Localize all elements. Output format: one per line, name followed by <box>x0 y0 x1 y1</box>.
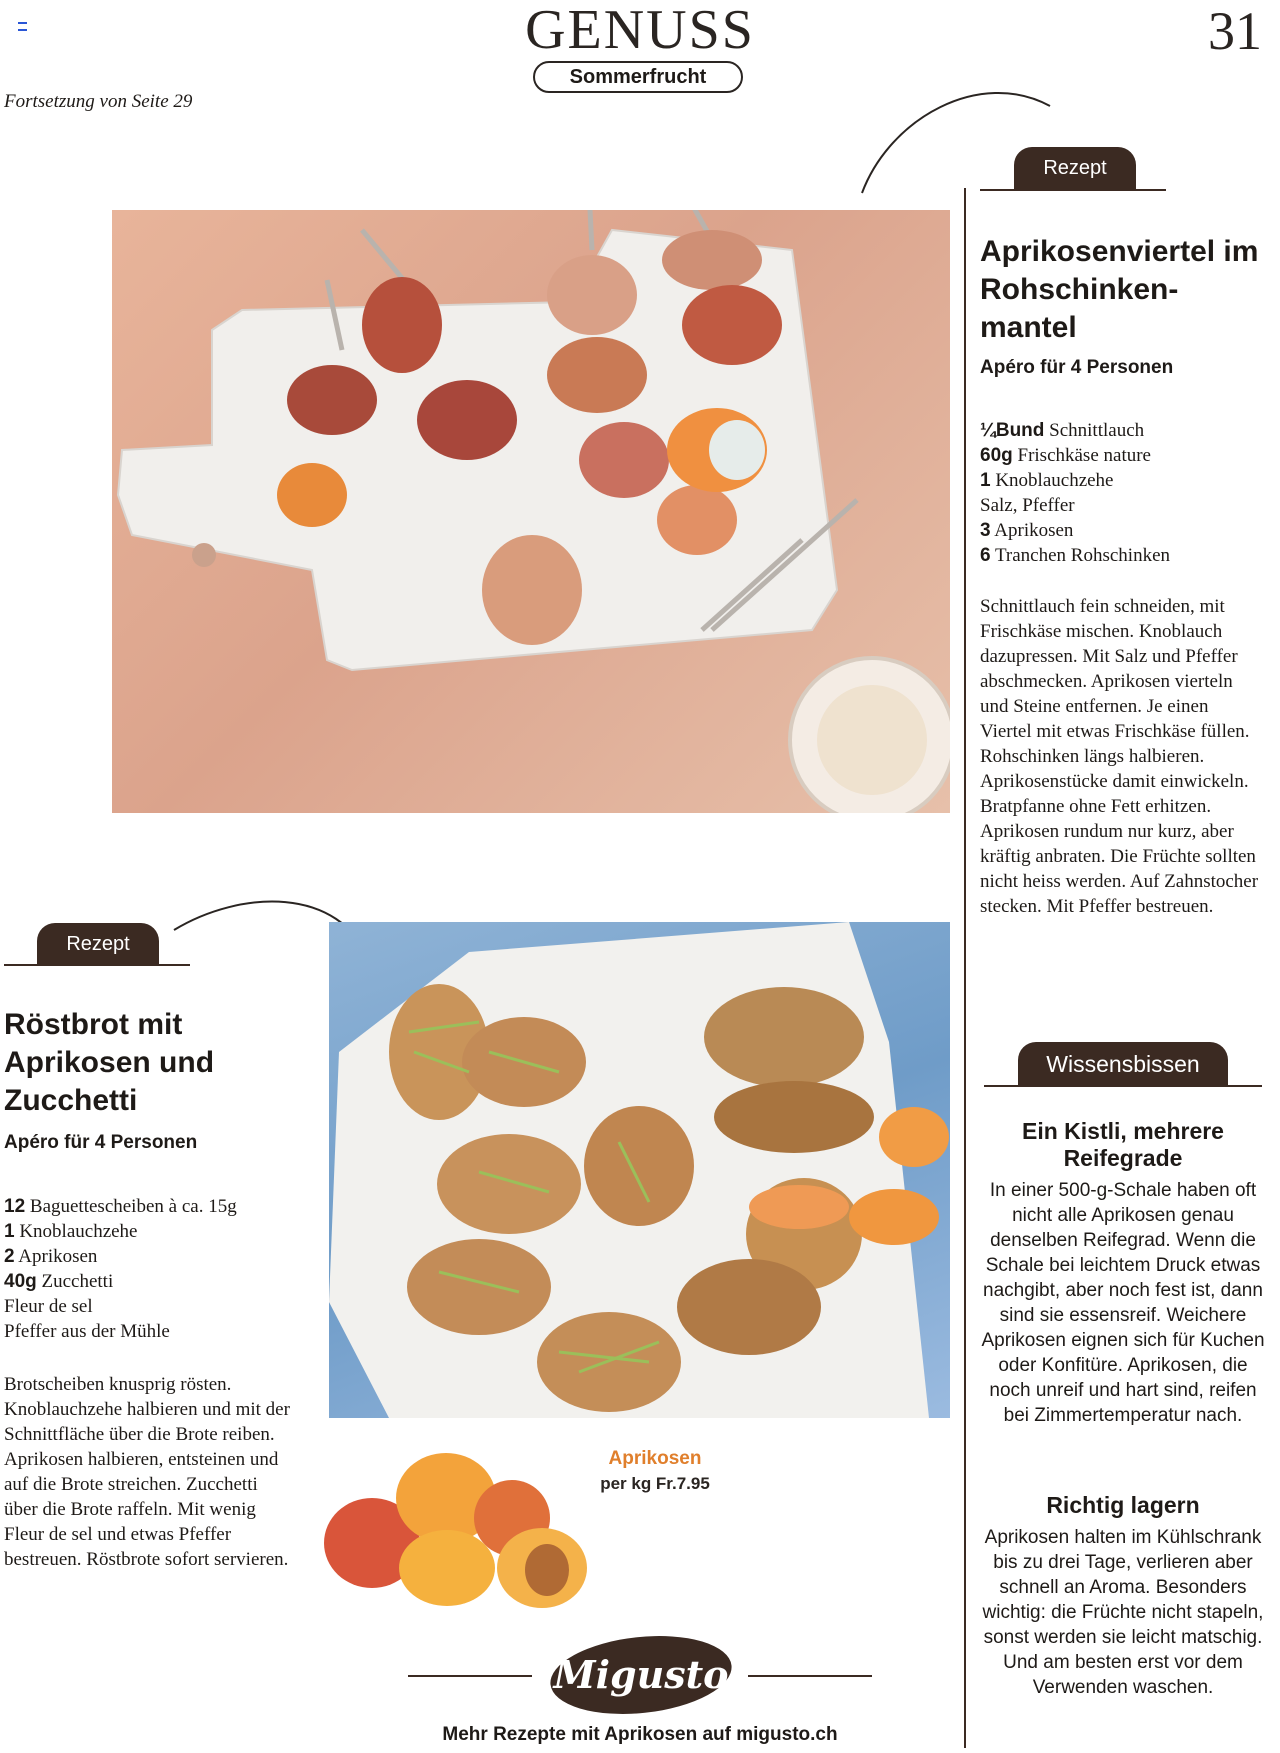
knowledge-text: Aprikosen halten im Kühlschrank bis zu drei Tage, verlieren aber schnell an Aroma. Besonders wichtig: die Früchte nicht stapeln, sonst werden sie leicht matschig. Und am besten erst vor dem Verwenden waschen. <box>982 1527 1264 1698</box>
ingredient-item: 1 Knoblauchzehe <box>4 1221 138 1242</box>
badge-rule <box>4 964 190 966</box>
recipe-title: Aprikosenviertel im Rohschinken-mantel <box>980 235 1259 344</box>
ingredient-item: Salz, Pfeffer <box>980 495 1075 516</box>
section-title: GENUSS <box>525 0 755 61</box>
recipe-servings: Apéro für 4 Personen <box>4 1132 198 1153</box>
ingredient-item: 6 Tranchen Rohschinken <box>980 545 1171 566</box>
recipe-badge: Rezept <box>37 923 159 965</box>
footer-cta[interactable]: Mehr Rezepte mit Aprikosen auf migusto.ch <box>442 1724 838 1745</box>
ingredient-item: 60g Frischkäse nature <box>980 445 1151 466</box>
price-value: per kg Fr.7.95 <box>600 1474 710 1493</box>
photo-apricot-ham-skewers <box>112 210 950 813</box>
badge-rule <box>984 1085 1262 1087</box>
photo-apricot-zucchini-toast <box>329 922 950 1418</box>
recipe-badge: Rezept <box>1014 147 1136 189</box>
topic-pill: Sommerfrucht <box>533 61 743 93</box>
knowledge-badge: Wissensbissen <box>1018 1042 1228 1086</box>
ingredient-item: ¼Bund Schnittlauch <box>980 420 1145 441</box>
recipe-servings: Apéro für 4 Personen <box>980 357 1174 378</box>
ingredient-item: 3 Aprikosen <box>980 520 1074 541</box>
knowledge-text: In einer 500-g-Schale haben oft nicht alle Aprikosen genau denselben Reifegrad. Wenn die Schale bei leichtem Druck etwas nachgibt, aber noch fest ist, dann sind sie essensreif. Weichere Aprikosen eignen sich für Kuchen oder Konfitüre. Aprikosen, die noch unreif und hart sind, reifen bei Zimmertemperatur nach. <box>981 1180 1265 1426</box>
footer-rule <box>748 1675 872 1677</box>
ingredient-item: 2 Aprikosen <box>4 1246 98 1267</box>
migusto-logo[interactable] <box>548 1634 734 1716</box>
ingredient-item: 1 Knoblauchzehe <box>980 470 1114 491</box>
ingredient-list <box>4 1194 304 1344</box>
ingredient-item: 40g Zucchetti <box>4 1271 114 1292</box>
ingredient-list <box>980 418 1270 568</box>
price-product: Aprikosen <box>608 1448 702 1469</box>
column-divider <box>964 188 966 1748</box>
recipe-method: Schnittlauch fein schneiden, mit Frischkäse mischen. Knoblauch dazupressen. Mit Salz und Pfeffer abschmecken. Aprikosen vierteln und Steine entfernen. Je einen Viertel mit etwas Frischkäse füllen. Rohschinken längs halbieren. Aprikosenstücke damit einwickeln. Bratpfanne ohne Fett erhitzen. Aprikosen rundum nur kurz, aber kräftig anbraten. Die Früchte sollten nicht heiss werden. Auf Zahnstocher stecken. Mit Pfeffer bestreuen. <box>980 596 1259 917</box>
knowledge-heading: Ein Kistli, mehrere Reifegrade <box>1022 1118 1224 1171</box>
migusto-logo-text: Migusto <box>553 1652 729 1697</box>
recipe-title: Röstbrot mit Aprikosen und Zucchetti <box>4 1008 215 1117</box>
page-number: 31 <box>1208 1 1262 61</box>
ingredient-item: Fleur de sel <box>4 1296 93 1317</box>
ingredient-item: 12 Baguettescheiben à ca. 15g <box>4 1196 237 1217</box>
continuation-note: Fortsetzung von Seite 29 <box>4 91 193 112</box>
recipe-method: Brotscheiben knusprig rösten. Knoblauchzehe halbieren und mit der Schnittfläche über die Brote reiben. Aprikosen halbieren, entsteinen und auf die Brote streichen. Zucchetti über die Brote raffeln. Mit wenig Fleur de sel und etwas Pfeffer bestreuen. Röstbrote sofort servieren. <box>4 1374 290 1570</box>
ingredient-item: Pfeffer aus der Mühle <box>4 1321 170 1342</box>
badge-rule <box>980 189 1166 191</box>
photo-fresh-apricots <box>312 1398 592 1608</box>
footer-rule <box>408 1675 532 1677</box>
knowledge-heading: Richtig lagern <box>1046 1492 1200 1518</box>
